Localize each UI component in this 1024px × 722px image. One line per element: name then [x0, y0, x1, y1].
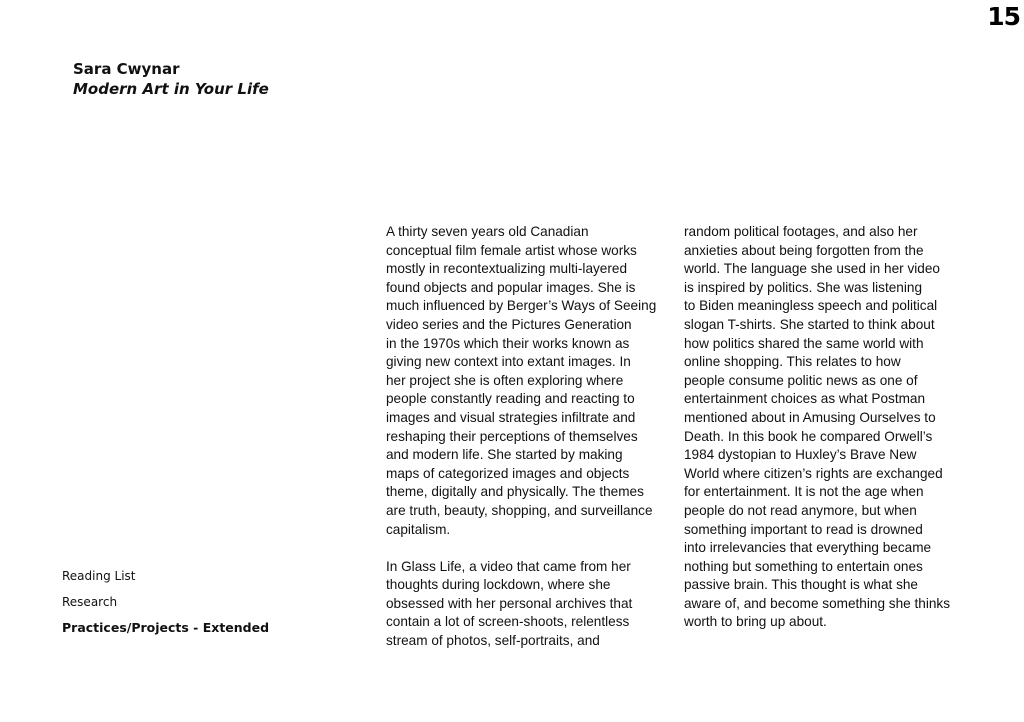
- text-line: maps of categorized images and objects: [386, 465, 630, 481]
- text-line: 1984 dystopian to Huxley’s Brave New: [684, 447, 917, 463]
- text-line: in the 1970s which their works known as: [386, 335, 630, 351]
- title-block: [73, 59, 269, 99]
- text-line: A thirty seven years old Canadian: [386, 224, 589, 239]
- text-line: for entertainment. It is not the age when: [684, 484, 924, 500]
- text-line: theme, digitally and physically. The themes: [386, 484, 644, 500]
- paragraph-1: [386, 223, 676, 539]
- text-line: stream of photos, self-portraits, and: [386, 633, 600, 649]
- text-line: are truth, beauty, shopping, and surveillance: [386, 502, 653, 518]
- work-title: Modern Art in Your Life: [73, 80, 269, 98]
- text-line: passive brain. This thought is what she: [684, 577, 918, 593]
- nav-item-reading-list[interactable]: Reading List: [62, 569, 136, 583]
- text-line: thoughts during lockdown, where she: [386, 577, 611, 593]
- text-line: obsessed with her personal archives that: [386, 595, 633, 611]
- text-line: In Glass Life, a video that came from her: [386, 558, 631, 574]
- section-navigation: [62, 569, 269, 647]
- text-line: video series and the Pictures Generation: [386, 316, 632, 332]
- text-line: people constantly reading and reacting to: [386, 391, 635, 407]
- text-line: mentioned about in Amusing Ourselves to: [684, 409, 936, 425]
- text-line: slogan T-shirts. She started to think about: [684, 316, 935, 332]
- paragraph-2: [386, 558, 676, 651]
- nav-item-practices-projects-extended[interactable]: Practices/Projects - Extended: [62, 620, 270, 635]
- text-line: much influenced by Berger’s Ways of Seeing: [386, 298, 657, 314]
- text-line: worth to bring up about.: [684, 614, 827, 630]
- text-line: people do not read anymore, but when: [684, 502, 917, 518]
- text-line: reshaping their perceptions of themselves: [386, 428, 638, 444]
- text-line: contain a lot of screen-shoots, relentless: [386, 614, 630, 630]
- text-line: her project she is often exploring where: [386, 372, 624, 388]
- text-line: World where citizen’s rights are exchanged: [684, 465, 943, 481]
- text-line: world. The language she used in her video: [684, 261, 940, 277]
- text-line: capitalism.: [386, 521, 451, 537]
- body-column-left: [386, 223, 676, 651]
- text-line: aware of, and become something she thinks: [684, 595, 950, 611]
- text-line: nothing but something to entertain ones: [684, 558, 923, 574]
- text-line: into irrelevancies that everything became: [684, 540, 932, 556]
- text-line: to Biden meaningless speech and political: [684, 298, 938, 314]
- text-line: Death. In this book he compared Orwell’s: [684, 428, 933, 444]
- text-line: entertainment choices as what Postman: [684, 391, 926, 407]
- text-line: and modern life. She started by making: [386, 447, 623, 463]
- text-line: images and visual strategies infiltrate and: [386, 409, 636, 425]
- body-column-right: [684, 223, 974, 632]
- text-line: found objects and popular images. She is: [386, 279, 636, 295]
- artist-name: Sara Cwynar: [73, 60, 180, 78]
- text-line: anxieties about being forgotten from the: [684, 242, 924, 258]
- nav-item-research[interactable]: Research: [62, 595, 118, 609]
- text-line: mostly in recontextualizing multi-layered: [386, 261, 628, 277]
- paragraph-gap: [386, 539, 676, 558]
- text-line: how politics shared the same world with: [684, 335, 924, 351]
- text-line: conceptual film female artist whose works: [386, 242, 637, 258]
- text-line: people consume politic news as one of: [684, 372, 918, 388]
- text-line: is inspired by politics. She was listening: [684, 279, 923, 295]
- text-line: giving new context into extant images. In: [386, 354, 631, 370]
- text-line: online shopping. This relates to how: [684, 354, 901, 370]
- text-line: something important to read is drowned: [684, 521, 923, 537]
- page-number: 15: [987, 2, 1020, 31]
- text-line: random political footages, and also her: [684, 224, 918, 239]
